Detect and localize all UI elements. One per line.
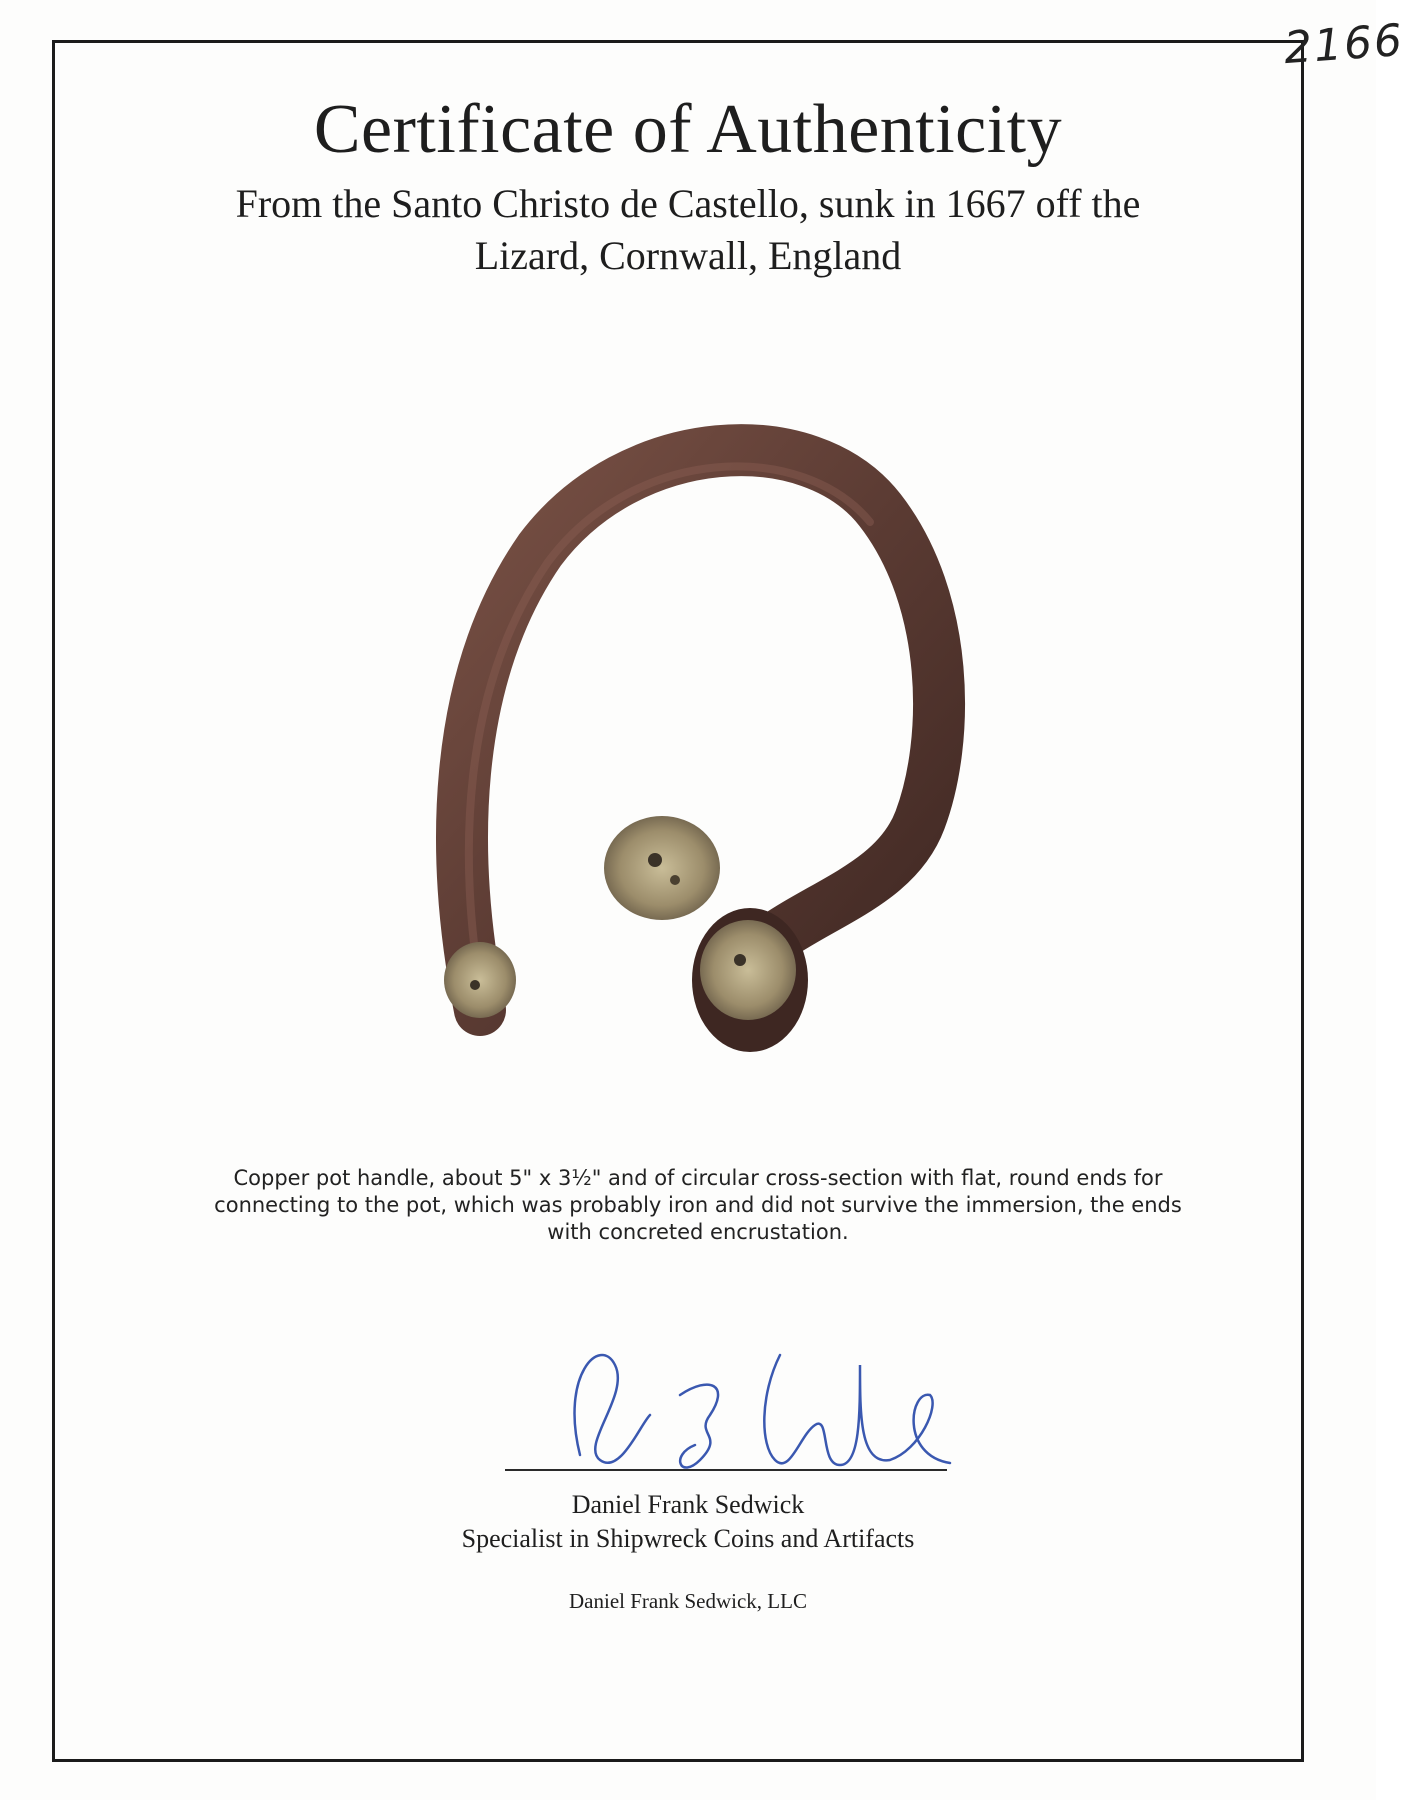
encrustation-right: [700, 920, 796, 1020]
copper-pot-handle-photo: [430, 440, 1030, 1100]
encrustation-left: [444, 942, 516, 1018]
signature: [560, 1335, 960, 1485]
signer-title: Specialist in Shipwreck Coins and Artifacts: [461, 1524, 915, 1553]
handwritten-stock-number: 2166: [1282, 14, 1406, 75]
signature-line: [505, 1469, 947, 1471]
subtitle-line-2: Lizard, Cornwall, England: [474, 233, 902, 278]
artifact-description: Copper pot handle, about 5" x 3½" and of circular cross-section with flat, round ends for connecting to the pot, which was probably iron and did not survive the immersion, the ends with concreted encrustation.: [214, 1166, 1182, 1244]
certificate-title: Certificate of Authenticity: [313, 91, 1063, 168]
subtitle-line-1: From the Santo Christo de Castello, sunk in 1667 off the: [235, 181, 1141, 226]
company-name: Daniel Frank Sedwick, LLC: [569, 1589, 807, 1613]
handle-arc: [462, 450, 939, 1010]
certificate-subtitle: [200, 178, 1176, 282]
encrustation-center: [604, 816, 720, 920]
signer-name: Daniel Frank Sedwick: [571, 1490, 805, 1519]
